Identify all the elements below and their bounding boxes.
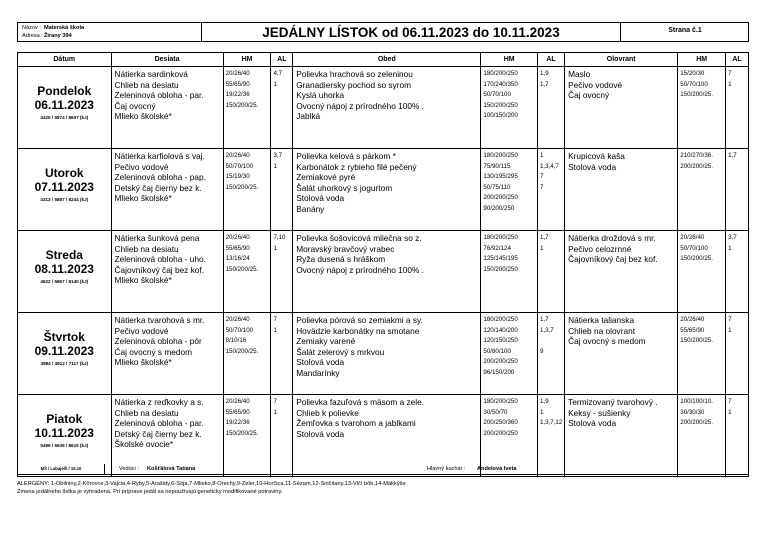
manager-label: Vedúci :: [119, 466, 139, 472]
value-item: 1,7: [539, 316, 549, 323]
afternoon-hm-cell: [678, 149, 726, 231]
value-item: 170/240/350: [483, 80, 518, 88]
dish-item: Nátierka sardinková: [114, 69, 188, 79]
dish-item: Chlieb na desiatu: [114, 79, 179, 90]
dish-item: Mlieko školské*: [114, 193, 172, 203]
lunch-hm-cell: [481, 67, 538, 149]
value-item: 50/70/100: [225, 326, 254, 334]
value-item: 1,9: [539, 398, 549, 405]
value-item: 4,7: [273, 70, 283, 77]
dish-item: Hovädzie karbonátky na smotane: [296, 325, 420, 336]
table-row: [18, 149, 749, 231]
dish-item: Stolová voda: [296, 428, 345, 439]
value-item: 50/70/100: [225, 162, 254, 170]
dish-item: Čaj ovocný: [114, 100, 156, 111]
value-item: 50/75/110: [483, 183, 511, 191]
afternoon-al-cell: [726, 231, 749, 313]
value-item: 1: [539, 244, 544, 252]
dish-item: Jablká: [296, 111, 321, 121]
value-item: 1,3,7: [539, 326, 554, 334]
value-item: 20/26/40: [225, 234, 250, 241]
afternoon-hm-cell: [678, 231, 726, 313]
value-item: 1: [273, 162, 277, 170]
value-item: 1: [728, 244, 732, 252]
form-code: MŠ / Labajelň / 15.10: [40, 466, 82, 471]
dish-item: Granadiersky pochod so syrom: [296, 79, 412, 90]
dish-item: Polievka fazuľová s mäsom a zele.: [296, 397, 425, 407]
value-item: 50/70/100: [483, 91, 511, 98]
value-item: 150/200/25.: [680, 337, 713, 344]
value-item: 30/50/70: [483, 408, 508, 416]
value-item: 7: [728, 316, 732, 323]
value-item: 180/200/250: [483, 398, 518, 405]
value-item: 120/140/200: [483, 326, 518, 334]
dish-item: Ryža dusená s hráškom: [296, 254, 386, 264]
dish-item: Polievka kelová s párkom *: [296, 151, 396, 161]
dish-item: Kyslá uhorka: [296, 90, 345, 100]
col-snack: Desiata: [111, 53, 223, 67]
afternoon-al-cell: [726, 149, 749, 231]
afternoon-hm-cell: [678, 313, 726, 395]
dish-item: Mandarínky: [296, 367, 340, 378]
dish-item: Detský čaj čierny bez k.: [114, 428, 202, 439]
value-item: 180/200/250: [483, 316, 518, 323]
lunch-cell: [293, 67, 481, 149]
dish-item: Žemľovka s tvarohom a jablkami: [296, 418, 416, 428]
dish-item: Krupicová kaša: [568, 151, 625, 161]
dish-item: Čajovníkový čaj bez kof.: [568, 254, 658, 264]
manager-name: Košťálová Tatiana: [147, 466, 196, 472]
value-item: 150/200/25.: [225, 429, 259, 437]
dish-item: Školské ovocie*: [114, 439, 174, 449]
snack-hm-cell: [223, 67, 271, 149]
snack-hm-cell: [223, 313, 271, 395]
institution-name: Materská škola: [44, 25, 85, 31]
value-item: 7: [273, 316, 277, 323]
value-item: 1,7: [539, 234, 549, 241]
afternoon-al-cell: [726, 67, 749, 149]
col-afternoon-hm: HM: [678, 53, 726, 67]
dish-item: Termizovaný tvarohový .: [568, 397, 658, 407]
dish-item: Ovocný nápoj z prírodného 100% .: [296, 100, 424, 111]
lunch-al-cell: [537, 231, 564, 313]
value-item: 20/26/40: [225, 316, 250, 323]
value-item: 180/200/250: [483, 70, 518, 77]
dish-item: Chlieb na desiatu: [114, 243, 179, 254]
dish-item: Stolová voda: [568, 161, 617, 172]
name-label: Názov :: [22, 25, 41, 31]
dish-item: Šalát uhorkový s jogurtom: [296, 182, 393, 193]
value-item: 200/200/250: [483, 429, 518, 437]
value-item: 150/200/25.: [225, 101, 259, 109]
afternoon-cell: [565, 313, 678, 395]
dish-item: Nátierka talianska: [568, 315, 635, 325]
value-item: 150/200/25.: [225, 347, 259, 355]
dish-item: Šalát zelerový s mrkvou: [296, 346, 385, 357]
value-item: 19/22/36: [225, 91, 250, 98]
value-item: 55/65/90: [225, 408, 250, 416]
lunch-hm-cell: [481, 149, 538, 231]
table-row: [18, 67, 749, 149]
col-snack-hm: HM: [223, 53, 271, 67]
dish-item: Pečivo vodové: [114, 325, 169, 336]
value-item: 120/150/250: [483, 337, 518, 344]
snack-hm-cell: [223, 231, 271, 313]
value-item: 1: [273, 408, 277, 416]
page-number: Strana č.1: [668, 27, 702, 34]
dish-item: Stolová voda: [296, 357, 345, 367]
value-item: 76/92/124: [483, 244, 511, 252]
day-name: Utorok: [44, 166, 84, 180]
dish-item: Chlieb k polievke: [296, 407, 359, 418]
snack-cell: [111, 67, 223, 149]
day-energy: 4425 / 5874 / 8607 (kJ): [40, 115, 89, 120]
dish-item: Chlieb na olovrant: [568, 325, 636, 336]
lunch-hm-cell: [481, 313, 538, 395]
value-item: 200/250/360: [483, 419, 518, 426]
dish-item: Mlieko školské*: [114, 275, 172, 285]
value-item: 20/26/40: [225, 152, 250, 159]
value-item: 30/30/30: [680, 408, 705, 416]
value-item: 96/150/200: [483, 368, 515, 376]
snack-al-cell: [271, 67, 293, 149]
institution-address: Žirany 394: [44, 33, 72, 39]
day-name: Piatok: [46, 412, 83, 426]
menu-footer: [17, 464, 749, 475]
snack-cell: [111, 149, 223, 231]
value-item: 7: [728, 398, 732, 405]
dish-item: Stolová voda: [296, 193, 345, 203]
allergen-legend: ALERGÉNY: 1-Obilniny,2-Kôrovce,3-Vajcia,4-Ryby,5-Arašidy,6-Sója,7-Mlieko,8-Orechy,9-Zeler,10-Horčica,11-Sézam,12-Siričitany,13-Vlčí bôb,14-Mäkkýše: [17, 481, 406, 487]
day-name: Pondelok: [37, 84, 92, 98]
value-item: 1: [539, 408, 544, 416]
day-cell: [18, 149, 112, 231]
snack-cell: [111, 231, 223, 313]
value-item: 3,7: [273, 152, 283, 159]
dish-item: Zeleninová obloha - par.: [114, 90, 204, 100]
value-item: 20/26/40: [680, 234, 705, 241]
dish-item: Čajovníkový čaj bez kof.: [114, 264, 205, 275]
value-item: 50/70/100: [680, 244, 708, 252]
lunch-al-cell: [537, 313, 564, 395]
value-item: 3,7: [728, 234, 737, 241]
dish-item: Nátierka droždová s mr.: [568, 233, 656, 243]
dish-item: Čaj ovocný s medom: [114, 346, 193, 357]
table-row: [18, 313, 749, 395]
value-item: 200/200/250: [483, 358, 518, 365]
dish-item: Zemiaky varené: [296, 336, 356, 346]
menu-notes: [17, 480, 749, 496]
value-item: 50/80/100: [483, 347, 511, 355]
dish-item: Zemiakové pyré: [296, 172, 356, 182]
value-item: 90/200/250: [483, 204, 515, 212]
value-item: 1: [273, 326, 277, 334]
value-item: 100/100/10.: [680, 398, 713, 405]
value-item: 1,7: [539, 80, 549, 88]
dish-item: Zeleninová obloha - pór: [114, 336, 202, 346]
day-energy: 3884 / 4912 / 7117 (kJ): [40, 361, 89, 366]
value-item: 7: [728, 70, 732, 77]
value-item: 75/90/115: [483, 162, 511, 170]
col-date: Dátum: [18, 53, 112, 67]
value-item: 100/150/200: [483, 112, 518, 119]
value-item: 8/10/16: [225, 337, 247, 344]
day-date: 09.11.2023: [34, 344, 94, 358]
dish-item: Detský čaj čierny bez k.: [114, 182, 202, 193]
lunch-cell: [293, 231, 481, 313]
value-item: 150/200/250: [483, 101, 518, 109]
dish-item: Maslo: [568, 69, 591, 79]
afternoon-hm-cell: [678, 67, 726, 149]
snack-al-cell: [271, 231, 293, 313]
value-item: 1: [728, 326, 732, 334]
dish-item: Ovocný nápoj z prírodného 100% .: [296, 264, 424, 275]
afternoon-cell: [565, 149, 678, 231]
value-item: 180/200/250: [483, 234, 518, 241]
lunch-al-cell: [537, 67, 564, 149]
snack-al-cell: [271, 149, 293, 231]
value-item: 150/200/25.: [225, 265, 259, 273]
value-item: 7: [539, 173, 544, 180]
menu-header: [17, 22, 749, 42]
value-item: 1,3,7,12: [539, 419, 563, 426]
value-item: [540, 336, 564, 347]
dish-item: Banány: [296, 203, 325, 214]
value-item: 1,3,4,7: [539, 162, 559, 170]
value-item: 180/200/250: [483, 152, 518, 159]
dish-item: Moravský bravčový vrabec: [296, 243, 395, 254]
value-item: 20/26/40: [680, 316, 705, 323]
value-item: 1: [273, 80, 277, 88]
day-energy: 4313 / 5887 / 8244 (kJ): [40, 197, 89, 202]
snack-hm-cell: [223, 149, 271, 231]
lunch-al-cell: [537, 149, 564, 231]
institution-info: [22, 24, 84, 40]
col-lunch-al: AL: [537, 53, 564, 67]
value-item: 9: [539, 347, 544, 355]
day-cell: [18, 67, 112, 149]
value-item: 55/65/90: [225, 244, 250, 252]
chef-name: Andelová Iveta: [477, 466, 517, 472]
value-item: 130/195/295: [483, 173, 518, 180]
col-snack-al: AL: [271, 53, 293, 67]
dish-item: Zeleninová obloha - uho.: [114, 254, 206, 264]
menu-disclaimer: Zmena jedálneho lístka je vyhradená. Pri príprave jedál sa nepoužívajú geneticky modifikované potraviny.: [17, 489, 283, 495]
value-item: 7: [273, 398, 277, 405]
value-item: 15/20/30: [680, 70, 705, 77]
footer-divider: [104, 464, 105, 474]
value-item: 1: [273, 244, 277, 252]
value-item: 1: [728, 408, 732, 416]
dish-item: Nátierka z reďkovky a s.: [114, 397, 204, 407]
dish-item: Nátierka šunková pena: [114, 233, 200, 243]
value-item: 1,9: [539, 70, 549, 77]
value-item: 125/145/195: [483, 255, 518, 262]
value-item: 150/200/25.: [680, 91, 713, 98]
value-item: 50/70/100: [680, 80, 708, 88]
value-item: 1: [539, 152, 544, 159]
value-item: 20/26/40: [225, 398, 250, 405]
value-item: 7,10: [273, 234, 286, 241]
dish-item: Polievka pórová so zemiakmi a sy.: [296, 315, 423, 325]
dish-item: Keksy - sušienky: [568, 407, 631, 418]
menu-title: JEDÁLNY LÍSTOK od 06.11.2023 do 10.11.2023: [262, 25, 560, 40]
dish-item: Mlieko školské*: [114, 357, 172, 367]
value-item: 1,7: [728, 152, 737, 159]
value-item: 55/65/90: [225, 80, 250, 88]
dish-item: Pečivo vodové: [568, 79, 623, 90]
lunch-cell: [293, 313, 481, 395]
day-date: 06.11.2023: [34, 98, 94, 112]
lunch-hm-cell: [481, 231, 538, 313]
day-date: 08.11.2023: [34, 262, 94, 276]
value-item: 210/270/36.: [680, 152, 713, 159]
menu-table: [17, 52, 749, 477]
snack-al-cell: [271, 313, 293, 395]
dish-item: Zeleninová obloha - par.: [114, 418, 204, 428]
lunch-cell: [293, 149, 481, 231]
day-energy: 5499 / 6639 / 8615 (kJ): [40, 443, 89, 448]
value-item: 13/16/24: [225, 255, 250, 262]
value-item: 20/26/40: [225, 70, 250, 77]
col-lunch-hm: HM: [481, 53, 538, 67]
value-item: 200/200/25.: [680, 162, 713, 170]
dish-item: Polievka šošovicová mliečna so z.: [296, 233, 422, 243]
table-header-row: [18, 53, 749, 67]
dish-item: Zeleninová obloha - pap.: [114, 172, 206, 182]
address-label: Adresa :: [22, 33, 43, 39]
day-date: 10.11.2023: [34, 426, 94, 440]
dish-item: Karbonátok z rybieho filé pečený: [296, 161, 417, 172]
value-item: 150/200/25.: [680, 255, 713, 262]
dish-item: Mlieko školské*: [114, 111, 172, 121]
col-afternoon: Olovrant: [565, 53, 678, 67]
dish-item: Nátierka karfiolová s vaj.: [114, 151, 205, 161]
value-item: 55/65/90: [680, 326, 705, 334]
value-item: 19/22/36: [225, 419, 250, 426]
col-lunch: Obed: [293, 53, 481, 67]
afternoon-al-cell: [726, 313, 749, 395]
day-name: Streda: [45, 248, 83, 262]
value-item: 200/200/250: [483, 194, 518, 201]
dish-item: Pečivo vodové: [114, 161, 169, 172]
dish-item: Nátierka tvarohová s mr.: [114, 315, 205, 325]
snack-cell: [111, 313, 223, 395]
dish-item: Čaj ovocný s medom: [568, 336, 646, 346]
day-cell: [18, 313, 112, 395]
day-energy: 4622 / 5867 / 8140 (kJ): [40, 279, 89, 284]
value-item: 7: [539, 183, 544, 191]
value-item: 15/19/30: [225, 173, 250, 180]
value-item: 1: [728, 80, 732, 88]
chef-label: Hlavný kuchár :: [427, 466, 466, 472]
col-afternoon-al: AL: [726, 53, 749, 67]
dish-item: Stolová voda: [568, 418, 617, 428]
table-row: [18, 231, 749, 313]
day-cell: [18, 231, 112, 313]
value-item: 150/200/250: [483, 265, 518, 273]
afternoon-cell: [565, 231, 678, 313]
afternoon-cell: [565, 67, 678, 149]
dish-item: Pečivo celozrnné: [568, 243, 632, 254]
day-date: 07.11.2023: [34, 180, 94, 194]
dish-item: Čaj ovocný: [568, 90, 610, 100]
value-item: 200/200/25.: [680, 419, 713, 426]
day-name: Štvrtok: [43, 330, 85, 344]
dish-item: Polievka hrachová so zeleninou: [296, 69, 413, 79]
dish-item: Chlieb na desiatu: [114, 407, 179, 418]
value-item: 150/200/25.: [225, 183, 259, 191]
